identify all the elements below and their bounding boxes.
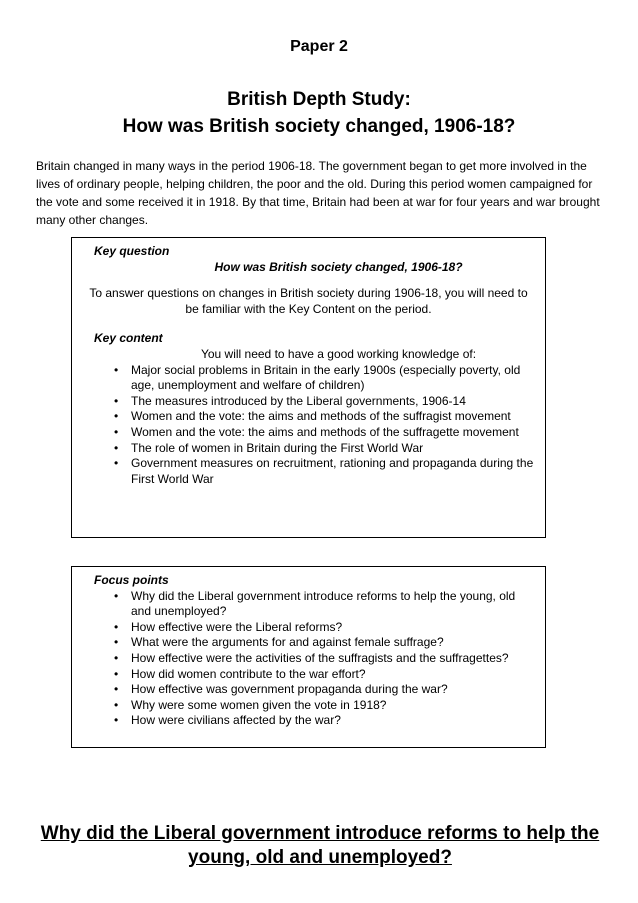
- key-question-text: To answer questions on changes in British society during 1906-18, you will need to be familiar with the Key Content on the period.: [89, 286, 528, 316]
- list-item: • How were civilians affected by the war?: [94, 713, 545, 729]
- section-heading: [30, 822, 610, 870]
- section-heading-line1: Why did the Liberal government introduce reforms to help the: [40, 823, 600, 844]
- section-heading-line2: young, old and unemployed?: [188, 847, 452, 868]
- key-content-label: Key content: [94, 331, 163, 346]
- list-item: • How effective were the activities of the suffragists and the suffragettes?: [94, 651, 545, 667]
- list-item: • Why were some women given the vote in 1918?: [94, 698, 545, 714]
- list-item: • How effective was government propaganda during the war?: [94, 682, 545, 698]
- paper-number: Paper 2: [290, 38, 348, 55]
- focus-points-label: Focus points: [94, 573, 169, 587]
- page-title-line1: British Depth Study:: [227, 89, 411, 110]
- page-title-line2: How was British society changed, 1906-18?: [122, 116, 516, 137]
- focus-points-box: [71, 566, 546, 748]
- list-item: • How effective were the Liberal reforms?: [94, 620, 545, 636]
- key-content-text: You will need to have a good working knowledge of:: [200, 346, 477, 361]
- list-item: • Why did the Liberal government introduce reforms to help the young, old and unemployed?: [94, 589, 545, 620]
- key-question-box: [71, 237, 546, 538]
- list-item: • Women and the vote: the aims and methods of the suffragist movement: [94, 409, 545, 425]
- key-content-list: [72, 363, 545, 488]
- list-item: • The role of women in Britain during the First World War: [94, 441, 545, 457]
- intro-paragraph: Britain changed in many ways in the period 1906-18. The government began to get more involved in the lives of ordinary people, helping children, the poor and the old. During this period women campaigned for the vote and some received it in 1918. By that time, Britain had been at war for four years and war brought many other changes.: [36, 159, 600, 227]
- list-item: • Major social problems in Britain in the early 1900s (especially poverty, old age, unemployment and welfare of children): [94, 363, 545, 394]
- list-item: • How did women contribute to the war effort?: [94, 667, 545, 683]
- list-item: • Government measures on recruitment, rationing and propaganda during the First World War: [94, 456, 545, 487]
- list-item: • What were the arguments for and against female suffrage?: [94, 635, 545, 651]
- list-item: • Women and the vote: the aims and methods of the suffragette movement: [94, 425, 545, 441]
- focus-points-list: [72, 589, 545, 729]
- key-question-label: Key question: [94, 244, 170, 258]
- list-item: • The measures introduced by the Liberal governments, 1906-14: [94, 394, 545, 410]
- key-question: How was British society changed, 1906-18?: [214, 259, 463, 274]
